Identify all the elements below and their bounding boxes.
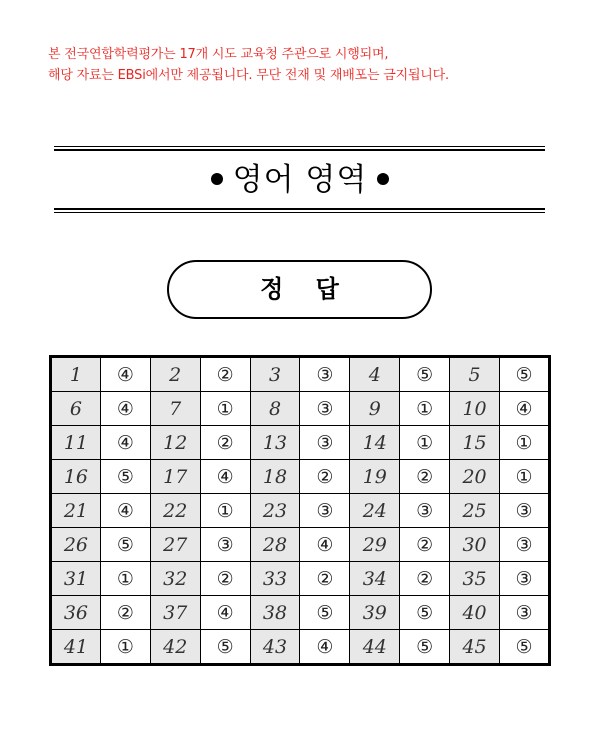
answer-row — [51, 426, 550, 460]
question-number-cell: 11 — [51, 426, 101, 460]
question-number-cell: 9 — [350, 392, 400, 426]
answer-row — [51, 357, 550, 392]
question-number-cell: 8 — [250, 392, 300, 426]
answer-choice-cell: ① — [100, 630, 150, 665]
question-number-cell: 4 — [350, 357, 400, 392]
answer-key-badge: 정 답 — [167, 260, 432, 319]
answer-row — [51, 528, 550, 562]
answer-choice-cell: ⑤ — [100, 460, 150, 494]
answer-choice-cell: ④ — [200, 460, 250, 494]
question-number-cell: 5 — [450, 357, 500, 392]
answer-choice-cell: ② — [300, 562, 350, 596]
question-number-cell: 6 — [51, 392, 101, 426]
answer-choice-cell: ④ — [300, 630, 350, 665]
answer-choice-cell: ① — [200, 494, 250, 528]
answer-choice-cell: ② — [200, 357, 250, 392]
question-number-cell: 34 — [350, 562, 400, 596]
question-number-cell: 23 — [250, 494, 300, 528]
question-number-cell: 33 — [250, 562, 300, 596]
answer-choice-cell: ⑤ — [200, 630, 250, 665]
answer-choice-cell: ⑤ — [400, 630, 450, 665]
answer-choice-cell: ⑤ — [100, 528, 150, 562]
copyright-notice — [48, 44, 588, 86]
answer-choice-cell: ② — [200, 426, 250, 460]
question-number-cell: 43 — [250, 630, 300, 665]
question-number-cell: 26 — [51, 528, 101, 562]
bullet-left-icon — [211, 173, 223, 185]
title-rule-bottom-thin — [54, 212, 545, 213]
answer-choice-cell: ① — [400, 392, 450, 426]
answer-choice-cell: ③ — [500, 562, 550, 596]
answer-choice-cell: ③ — [300, 357, 350, 392]
answer-choice-cell: ③ — [500, 596, 550, 630]
question-number-cell: 27 — [150, 528, 200, 562]
answer-choice-cell: ① — [500, 460, 550, 494]
answer-row — [51, 596, 550, 630]
answer-choice-cell: ④ — [500, 392, 550, 426]
question-number-cell: 40 — [450, 596, 500, 630]
question-number-cell: 2 — [150, 357, 200, 392]
question-number-cell: 31 — [51, 562, 101, 596]
answer-row — [51, 460, 550, 494]
question-number-cell: 19 — [350, 460, 400, 494]
question-number-cell: 37 — [150, 596, 200, 630]
title-rule-top-thin — [54, 146, 545, 147]
question-number-cell: 22 — [150, 494, 200, 528]
answer-choice-cell: ② — [400, 528, 450, 562]
question-number-cell: 7 — [150, 392, 200, 426]
answer-choice-cell: ① — [200, 392, 250, 426]
question-number-cell: 13 — [250, 426, 300, 460]
answer-choice-cell: ④ — [100, 426, 150, 460]
question-number-cell: 32 — [150, 562, 200, 596]
answer-choice-cell: ③ — [200, 528, 250, 562]
answer-choice-cell: ⑤ — [300, 596, 350, 630]
answer-choice-cell: ④ — [300, 528, 350, 562]
question-number-cell: 10 — [450, 392, 500, 426]
question-number-cell: 20 — [450, 460, 500, 494]
question-number-cell: 1 — [51, 357, 101, 392]
question-number-cell: 28 — [250, 528, 300, 562]
answer-table-body — [51, 357, 550, 665]
question-number-cell: 12 — [150, 426, 200, 460]
answer-choice-cell: ② — [400, 460, 450, 494]
answer-choice-cell: ③ — [500, 528, 550, 562]
answer-choice-cell: ② — [200, 562, 250, 596]
answer-row — [51, 392, 550, 426]
answer-row — [51, 562, 550, 596]
question-number-cell: 3 — [250, 357, 300, 392]
question-number-cell: 42 — [150, 630, 200, 665]
question-number-cell: 25 — [450, 494, 500, 528]
answer-choice-cell: ① — [100, 562, 150, 596]
answer-choice-cell: ④ — [100, 357, 150, 392]
question-number-cell: 38 — [250, 596, 300, 630]
answer-choice-cell: ⑤ — [500, 630, 550, 665]
answer-choice-cell: ② — [100, 596, 150, 630]
answer-choice-cell: ③ — [300, 494, 350, 528]
question-number-cell: 36 — [51, 596, 101, 630]
question-number-cell: 29 — [350, 528, 400, 562]
answer-choice-cell: ④ — [100, 494, 150, 528]
question-number-cell: 16 — [51, 460, 101, 494]
answer-choice-cell: ③ — [400, 494, 450, 528]
question-number-cell: 39 — [350, 596, 400, 630]
answer-row — [51, 630, 550, 665]
question-number-cell: 18 — [250, 460, 300, 494]
answer-choice-cell: ③ — [500, 494, 550, 528]
answer-choice-cell: ⑤ — [400, 357, 450, 392]
answer-key-table — [49, 355, 551, 666]
question-number-cell: 35 — [450, 562, 500, 596]
subject-header — [0, 158, 600, 202]
answer-choice-cell: ① — [500, 426, 550, 460]
question-number-cell: 44 — [350, 630, 400, 665]
question-number-cell: 30 — [450, 528, 500, 562]
subject-title: 영어 영역 — [232, 162, 368, 198]
question-number-cell: 41 — [51, 630, 101, 665]
answer-choice-cell: ② — [400, 562, 450, 596]
title-rule-bottom-thick — [54, 208, 545, 210]
bullet-right-icon — [377, 173, 389, 185]
question-number-cell: 21 — [51, 494, 101, 528]
notice-line-1: 본 전국연합학력평가는 17개 시도 교육청 주관으로 시행되며, — [48, 47, 389, 62]
answer-choice-cell: ⑤ — [500, 357, 550, 392]
answer-choice-cell: ② — [300, 460, 350, 494]
question-number-cell: 17 — [150, 460, 200, 494]
question-number-cell: 24 — [350, 494, 400, 528]
question-number-cell: 14 — [350, 426, 400, 460]
answer-row — [51, 494, 550, 528]
answer-choice-cell: ⑤ — [400, 596, 450, 630]
question-number-cell: 15 — [450, 426, 500, 460]
answer-choice-cell: ④ — [100, 392, 150, 426]
answer-choice-cell: ③ — [300, 392, 350, 426]
question-number-cell: 45 — [450, 630, 500, 665]
notice-line-2: 해당 자료는 EBSi에서만 제공됩니다. 무단 전재 및 재배포는 금지됩니다. — [48, 68, 449, 83]
answer-choice-cell: ① — [400, 426, 450, 460]
answer-choice-cell: ③ — [300, 426, 350, 460]
title-rule-top-thick — [54, 149, 545, 151]
answer-choice-cell: ④ — [200, 596, 250, 630]
